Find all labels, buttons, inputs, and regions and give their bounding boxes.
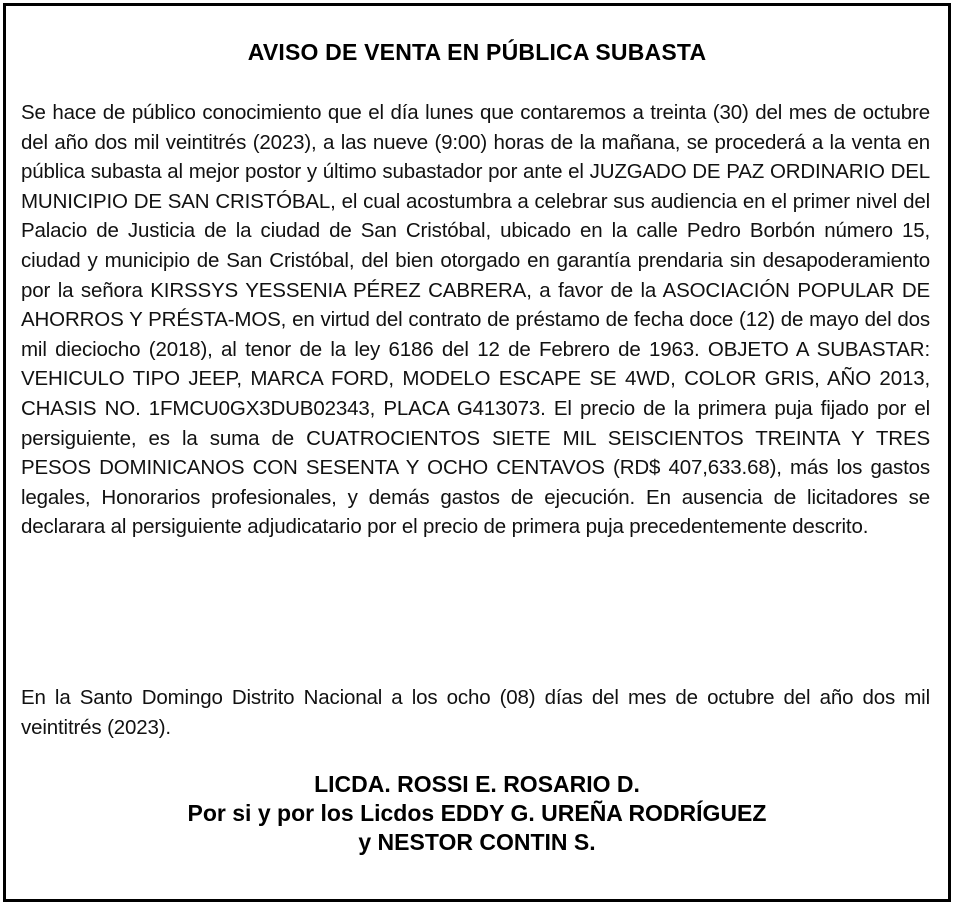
notice-body-paragraph: Se hace de público conocimiento que el día lunes que contaremos a treinta (30) del mes de octubre del año dos mil veintitrés (2023), a las nueve (9:00) horas de la mañana, se procederá a la venta en pública subasta al mejor postor y último subastador por ante el JUZGADO DE PAZ ORDINARIO DEL MUNICIPIO DE SAN CRISTÓBAL, el cual acostumbra a celebrar sus audiencia en el primer nivel del Palacio de Justicia de la ciudad de San Cristóbal, ubicado en la calle Pedro Borbón número 15, ciudad y municipio de San Cristóbal, del bien otorgado en garantía prendaria sin desapoderamiento por la señora KIRSSYS YESSENIA PÉREZ CABRERA, a favor de la ASOCIACIÓN POPULAR DE AHORROS Y PRÉSTA-MOS, en virtud del contrato de préstamo de fecha doce (12) de mayo del dos mil dieciocho (2018), al tenor de la ley 6186 del 12 de Febrero de 1963. OBJETO A SUBASTAR: VEHICULO TIPO JEEP, MARCA FORD, MODELO ESCAPE SE 4WD, COLOR GRIS, AÑO 2013, CHASIS NO. 1FMCU0GX3DUB02343, PLACA G413073. El precio de la primera puja fijado por el persiguiente, es la suma de CUATROCIENTOS SIETE MIL SEISCIENTOS TREINTA Y TRES PESOS DOMINICANOS CON SESENTA Y OCHO CENTAVOS (RD$ 407,633.68), más los gastos legales, Honorarios profesionales, y demás gastos de ejecución. En ausencia de licitadores se declarara al persiguiente adjudicatario por el precio de primera puja precedentemente descrito. (21, 101, 930, 539)
signature-on-behalf: Por si y por los Licdos EDDY G. UREÑA RODRÍGUEZ (187, 800, 767, 826)
notice-date-paragraph: En la Santo Domingo Distrito Nacional a los ocho (08) días del mes de octubre del año dos mil veintitrés (2023). (21, 686, 930, 739)
signature-block (6, 770, 948, 857)
signature-name: LICDA. ROSSI E. ROSARIO D. (314, 771, 640, 797)
signature-co-counsel: y NESTOR CONTIN S. (358, 829, 596, 855)
legal-notice (3, 3, 951, 902)
notice-title: AVISO DE VENTA EN PÚBLICA SUBASTA (247, 39, 707, 65)
